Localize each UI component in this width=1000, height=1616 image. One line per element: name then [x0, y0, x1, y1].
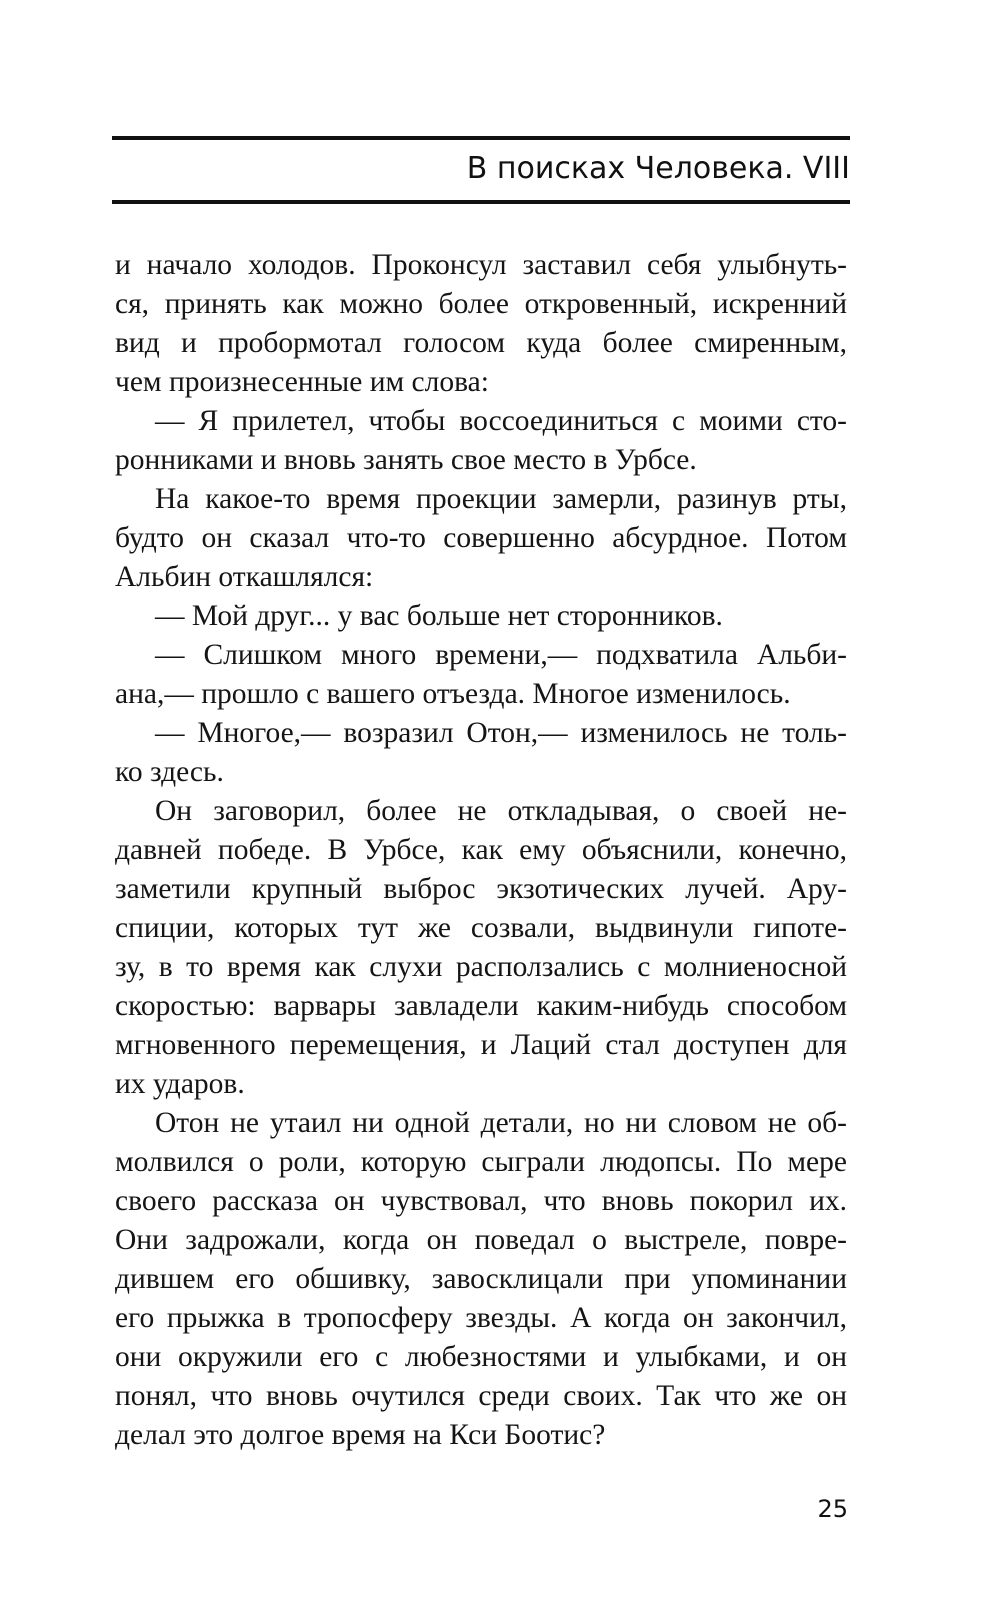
text-line: заметили крупный выброс экзотических лучей. Ару- — [115, 873, 847, 905]
header-rule-bottom — [112, 200, 850, 204]
page-number: 25 — [817, 1495, 848, 1523]
text-line: Альбин откашлялся: — [115, 561, 374, 593]
text-line: своего рассказа он чувствовал, что вновь покорил их. — [115, 1185, 847, 1217]
text-line: понял, что вновь очутился среди своих. Так что же он — [115, 1380, 847, 1412]
text-line: дившем его обшивку, завосклицали при упоминании — [115, 1263, 847, 1295]
text-line: чем произнесенные им слова: — [115, 366, 489, 398]
text-line: давней победе. В Урбсе, как ему объяснили, конечно, — [115, 834, 847, 866]
text-line: и начало холодов. Проконсул заставил себя улыбнуть- — [115, 249, 847, 281]
text-line: — Я прилетел, чтобы воссоединиться с моими сто- — [155, 405, 847, 437]
text-line: зу, в то время как слухи расползались с молниеносной — [115, 951, 847, 983]
text-line: вид и пробормотал голосом куда более смиренным, — [115, 327, 847, 359]
text-line: скоростью: варвары завладели каким-нибудь способом — [115, 990, 847, 1022]
text-line: его прыжка в тропосферу звезды. А когда он закончил, — [115, 1302, 847, 1334]
text-line: они окружили его с любезностями и улыбками, и он — [115, 1341, 847, 1373]
text-line: — Слишком много времени,— подхватила Альби- — [155, 639, 847, 671]
text-line: Он заговорил, более не откладывая, о своей не- — [155, 795, 847, 827]
text-line: ся, принять как можно более откровенный, искренний — [115, 288, 847, 320]
text-line: ана,— прошло с вашего отъезда. Многое изменилось. — [115, 678, 791, 710]
text-line: На какое-то время проекции замерли, разинув рты, — [155, 483, 847, 515]
text-line: будто он сказал что-то совершенно абсурдное. Потом — [115, 522, 847, 554]
header-rule-top — [112, 136, 850, 140]
text-line: — Многое,— возразил Отон,— изменилось не толь- — [155, 717, 847, 749]
text-line: делал это долгое время на Кси Боотис? — [115, 1419, 606, 1451]
text-line: молвился о роли, которую сыграли людопсы. По мере — [115, 1146, 847, 1178]
text-line: мгновенного перемещения, и Лаций стал доступен для — [115, 1029, 847, 1061]
text-line: — Мой друг... у вас больше нет сторонников. — [155, 600, 723, 632]
running-header-title: В поисках Человека. VIII — [466, 151, 850, 186]
text-line: ко здесь. — [115, 756, 224, 788]
body-text — [115, 246, 847, 1455]
text-line: их ударов. — [115, 1068, 245, 1100]
text-line: Отон не утаил ни одной детали, но ни словом не об- — [155, 1107, 847, 1139]
text-line: спиции, которых тут же созвали, выдвинули гипоте- — [115, 912, 847, 944]
text-line: Они задрожали, когда он поведал о выстреле, повре- — [115, 1224, 847, 1256]
text-line: ронниками и вновь занять свое место в Урбсе. — [115, 444, 697, 476]
